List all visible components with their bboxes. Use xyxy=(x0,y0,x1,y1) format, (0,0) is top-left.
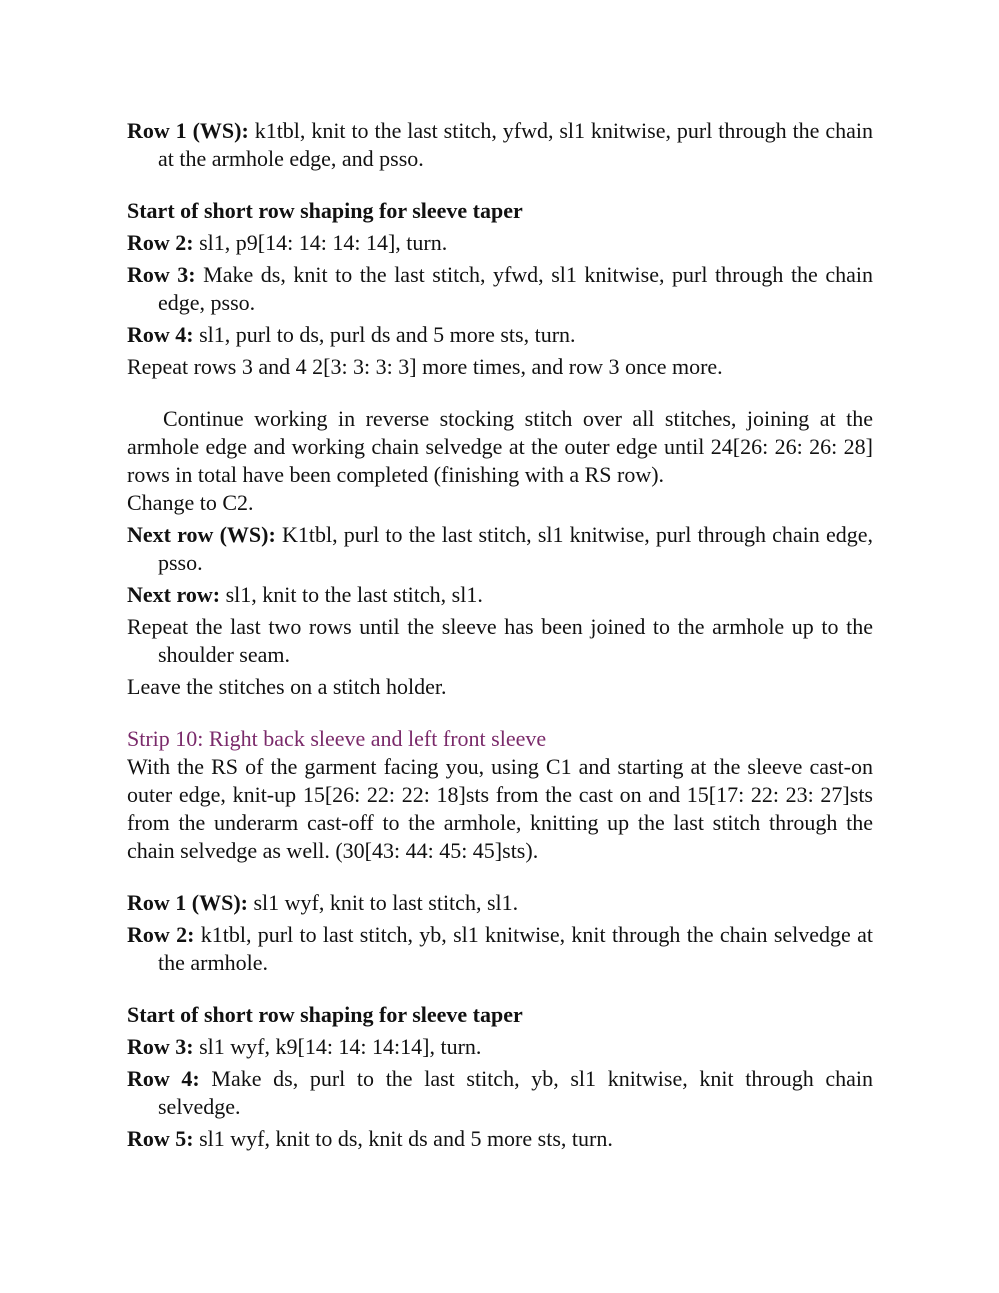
row-label: Row 2: xyxy=(127,230,194,255)
next-row-instruction xyxy=(127,581,873,609)
row-label: Row 4: xyxy=(127,322,194,347)
document-page xyxy=(127,117,873,1153)
row-text: k1tbl, knit to the last stitch, yfwd, sl1 knitwise, purl through the chain at the armhole edge, and psso. xyxy=(158,118,873,171)
strip-10-short-row-heading: Start of short row shaping for sleeve taper xyxy=(127,1002,523,1027)
row-4-instruction xyxy=(127,321,873,349)
row-label: Next row: xyxy=(127,582,221,607)
row-label: Row 3: xyxy=(127,1034,194,1059)
row-label: Row 1 (WS): xyxy=(127,118,249,143)
row-text: k1tbl, purl to last stitch, yb, sl1 knitwise, knit through the chain selvedge at the armhole. xyxy=(158,922,873,975)
row-text: sl1 wyf, knit to last stitch, sl1. xyxy=(248,890,519,915)
strip-10-intro-paragraph: With the RS of the garment facing you, using C1 and starting at the sleeve cast-on outer edge, knit-up 15[26: 22: 22: 18]sts from the cast on and 15[17: 22: 23: 27]sts from the underarm cast-off to the armhole, knitting up the last stitch through the chain selvedge as well. (30[43: 44: 45: 45]sts). xyxy=(127,754,873,863)
change-colour-line: Change to C2. xyxy=(127,490,254,515)
strip-10-row-1-instruction xyxy=(127,889,873,917)
row-3-instruction xyxy=(127,261,873,317)
row-label: Row 5: xyxy=(127,1126,194,1151)
strip-10-row-2-instruction xyxy=(127,921,873,977)
strip-10-row-4-instruction xyxy=(127,1065,873,1121)
row-text: Make ds, purl to the last stitch, yb, sl1 knitwise, knit through chain selvedge. xyxy=(158,1066,873,1119)
row-2-instruction xyxy=(127,229,873,257)
row-text: sl1 wyf, knit to ds, knit ds and 5 more sts, turn. xyxy=(193,1126,613,1151)
strip-10-row-5-instruction xyxy=(127,1125,873,1153)
short-row-heading: Start of short row shaping for sleeve taper xyxy=(127,198,523,223)
repeat-last-rows-instruction: Repeat the last two rows until the sleeve has been joined to the armhole up to the shoulder seam. xyxy=(127,614,873,667)
strip-10-row-3-instruction xyxy=(127,1033,873,1061)
row-label: Row 3: xyxy=(127,262,196,287)
leave-stitches-line: Leave the stitches on a stitch holder. xyxy=(127,674,447,699)
row-text: Make ds, knit to the last stitch, yfwd, sl1 knitwise, purl through the chain edge, psso. xyxy=(158,262,873,315)
continue-paragraph: Continue working in reverse stocking stitch over all stitches, joining at the armhole edge and working chain selvedge at the outer edge until 24[26: 26: 26: 28] rows in total have been completed (finishing with a RS row). xyxy=(127,406,873,487)
repeat-instruction: Repeat rows 3 and 4 2[3: 3: 3: 3] more times, and row 3 once more. xyxy=(127,354,723,379)
row-label: Next row (WS): xyxy=(127,522,276,547)
row-text: sl1 wyf, k9[14: 14: 14:14], turn. xyxy=(193,1034,482,1059)
row-1-ws-instruction xyxy=(127,117,873,173)
row-label: Row 2: xyxy=(127,922,195,947)
row-text: sl1, knit to the last stitch, sl1. xyxy=(220,582,483,607)
row-label: Row 4: xyxy=(127,1066,200,1091)
row-text: sl1, p9[14: 14: 14: 14], turn. xyxy=(193,230,448,255)
row-text: K1tbl, purl to the last stitch, sl1 knitwise, purl through chain edge, psso. xyxy=(158,522,873,575)
strip-10-title: Strip 10: Right back sleeve and left front sleeve xyxy=(127,726,547,751)
next-row-ws-instruction xyxy=(127,521,873,577)
row-text: sl1, purl to ds, purl ds and 5 more sts, turn. xyxy=(193,322,576,347)
row-label: Row 1 (WS): xyxy=(127,890,248,915)
